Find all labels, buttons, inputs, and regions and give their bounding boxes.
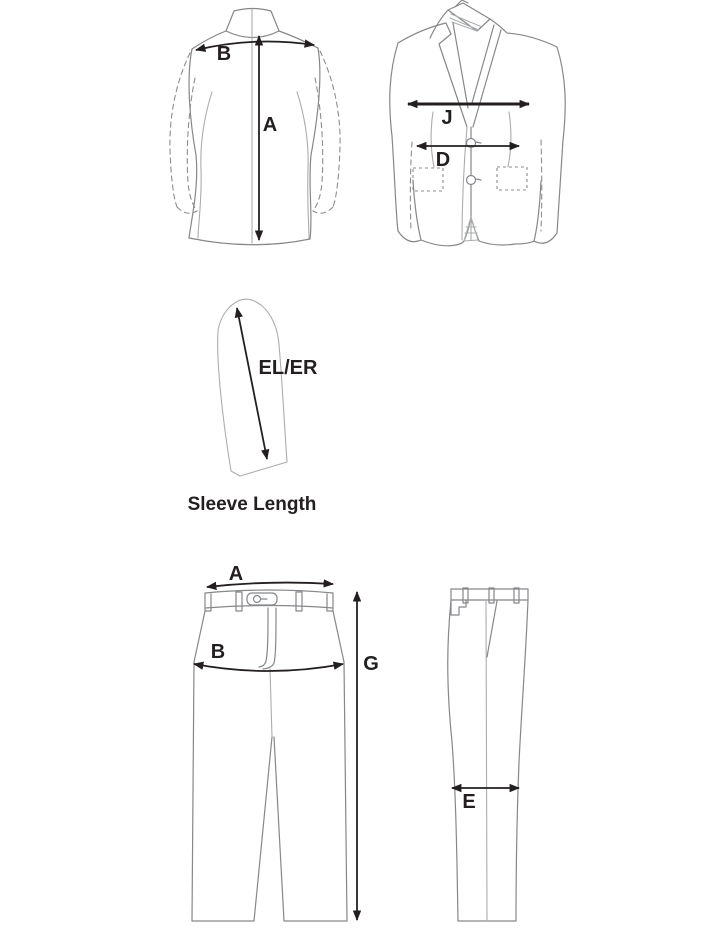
- jacket-back-figure: [170, 9, 340, 245]
- sleeve-figure: [188, 299, 318, 515]
- trouser-outseam-label: G: [363, 653, 379, 675]
- trouser-waist-arrow: [207, 583, 333, 587]
- trouser-hip-label: B: [210, 641, 226, 663]
- trouser-waist-label: A: [228, 563, 244, 585]
- trousers-front-figure: [192, 563, 379, 921]
- trousers-side-figure: [448, 588, 528, 921]
- back-length-label: A: [262, 114, 278, 136]
- sleeve-length-arrow: [237, 308, 267, 459]
- sleeve-caption: Sleeve Length: [187, 494, 317, 515]
- shoulder-width-label: B: [216, 43, 232, 65]
- waist-width-label: D: [435, 149, 451, 171]
- trouser-knee-label: E: [462, 791, 476, 813]
- jacket-front-figure: [390, 0, 565, 246]
- sleeve-length-label: EL/ER: [258, 357, 318, 379]
- shoulder-width-arrow: [196, 41, 314, 50]
- chest-width-label: J: [441, 107, 453, 129]
